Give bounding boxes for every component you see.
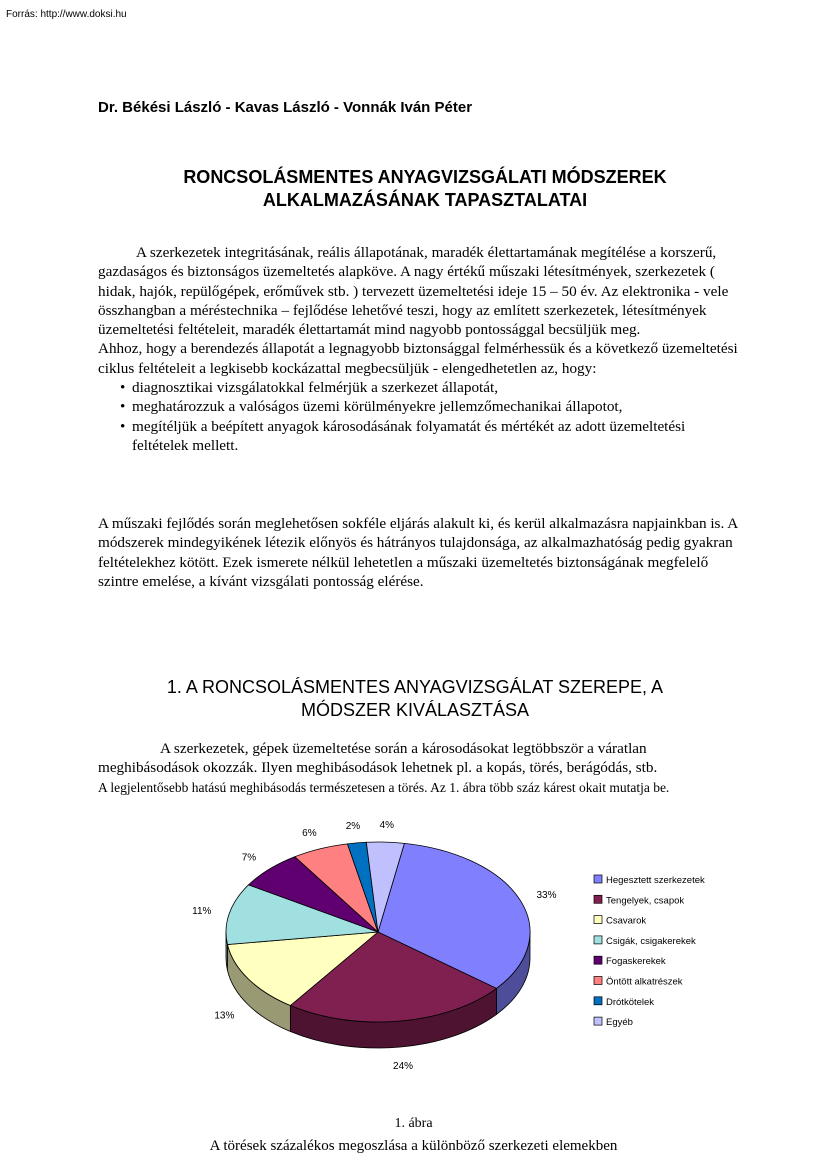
intro-bullet-list	[98, 378, 738, 455]
source-line: Forrás: http://www.doksi.hu	[6, 9, 127, 20]
bullet-item: • diagnosztikai vizsgálatokkal felmérjük a szerkezet állapotát,	[120, 378, 738, 397]
section-1-title-line-1: 1. A RONCSOLÁSMENTES ANYAGVIZSGÁLAT SZEREPE, A	[166, 677, 664, 697]
intro-paragraph-2: Ahhoz, hogy a berendezés állapotát a legnagyobb biztonsággal felmérhessük és a következő üzemeltetési ciklus feltételeit a legkisebb kockázattal megbecsüljük - elengedhetetlen az, hogy:	[98, 340, 738, 377]
pie-data-label: 7%	[241, 852, 257, 864]
authors: Dr. Békési László - Kavas László - Vonnák Iván Péter	[98, 99, 473, 116]
section-1-paragraph-1-text: A szerkezetek, gépek üzemeltetése során a károsodásokat legtöbbször a váratlan meghibásodások okozzák. Ilyen meghibásodások lehetnek pl. a kopás, törés, berágódás, stb.	[98, 740, 658, 777]
legend-label: Drótkötelek	[606, 996, 655, 1008]
title-line-2: ALKALMAZÁSÁNAK TAPASZTALATAI	[262, 190, 588, 210]
figure-1	[128, 820, 718, 1110]
intro-section	[98, 243, 738, 455]
legend-swatch	[594, 1017, 602, 1025]
pie-data-label: 13%	[214, 1010, 235, 1022]
legend-swatch	[594, 956, 602, 964]
title-line-1: RONCSOLÁSMENTES ANYAGVIZSGÁLATI MÓDSZEREK	[183, 167, 667, 187]
pie-data-label: 2%	[345, 821, 361, 833]
legend-swatch	[594, 997, 602, 1005]
pie-tops	[226, 842, 530, 1022]
legend-label: Fogaskerekek	[606, 956, 666, 968]
bullet-item: • megítéljük a beépített anyagok károsodásának folyamatát és mértékét az adott üzemeltetési feltételek mellett.	[120, 417, 738, 456]
figure-number: 1. ábra	[394, 1116, 433, 1131]
legend-label: Csigák, csigakerekek	[606, 935, 696, 947]
pie-data-label: 33%	[536, 890, 557, 902]
pie-data-label: 6%	[302, 828, 317, 840]
intro-paragraph-1	[98, 243, 738, 339]
intro-paragraph-1-text: A szerkezetek integritásának, reális állapotának, maradék élettartamának megítélése a korszerű, gazdaságos és biztonságos üzemeltetés alapköve. A nagy értékű műszaki létesítmények, szerkezetek ( hidak, hajók, repülőgépek, erőművek stb. ) tervezett üzemeltetési ideje 15 – 50 év. Az elektronika - vele összhangban a méréstechnika – fejlődése lehetővé teszi, hogy az említett szerkezetek, létesítmények üzemeltetési feltételeit, maradék élettartamát mind nagyobb pontossággal becsüljük meg.	[98, 244, 729, 339]
pie-data-label: 24%	[393, 1060, 414, 1072]
section-1-body	[98, 739, 738, 797]
pie-data-label: 4%	[379, 820, 395, 832]
bullet-item: • meghatározzuk a valóságos üzemi körülményekre jellemzőmechanikai állapotot,	[120, 397, 738, 416]
pie-legend	[594, 875, 705, 1028]
legend-swatch	[594, 936, 602, 944]
legend-label: Egyéb	[606, 1017, 633, 1029]
legend-swatch	[594, 916, 602, 924]
pie-chart	[128, 820, 718, 1110]
legend-label: Öntött alkatrészek	[606, 976, 683, 988]
legend-label: Hegesztett szerkezetek	[606, 875, 705, 886]
intro-paragraph-3: A műszaki fejlődés során meglehetősen sokféle eljárás alakult ki, és kerül alkalmazásra napjainkban is. A módszerek mindegyikének létezik előnyös és hátrányos tulajdonsága, az alkalmazhatóság pedig gyakran feltételekhez kötött. Ezek ismerete nélkül lehetetlen a műszaki üzemeltetés biztonságának megfelelő szintre emelése, a kívánt vizsgálati pontosság elérése.	[98, 515, 738, 590]
figure-caption: A törések százalékos megoszlása a különböző szerkezeti elemekben	[209, 1138, 618, 1154]
legend-swatch	[594, 875, 602, 883]
section-1-paragraph-1	[98, 739, 738, 778]
legend-label: Tengelyek, csapok	[606, 895, 685, 907]
document-title	[100, 166, 750, 212]
section-1-title-line-2: MÓDSZER KIVÁLASZTÁSA	[300, 700, 530, 720]
pie-data-label: 11%	[192, 905, 212, 917]
legend-swatch	[594, 977, 602, 985]
legend-label: Csavarok	[606, 915, 647, 927]
section-1-paragraph-2: A legjelentősebb hatású meghibásodás természetesen a törés. Az 1. ábra több száz kárest okait mutatja be.	[98, 779, 670, 795]
section-1-title	[100, 676, 730, 722]
legend-swatch	[594, 895, 602, 903]
